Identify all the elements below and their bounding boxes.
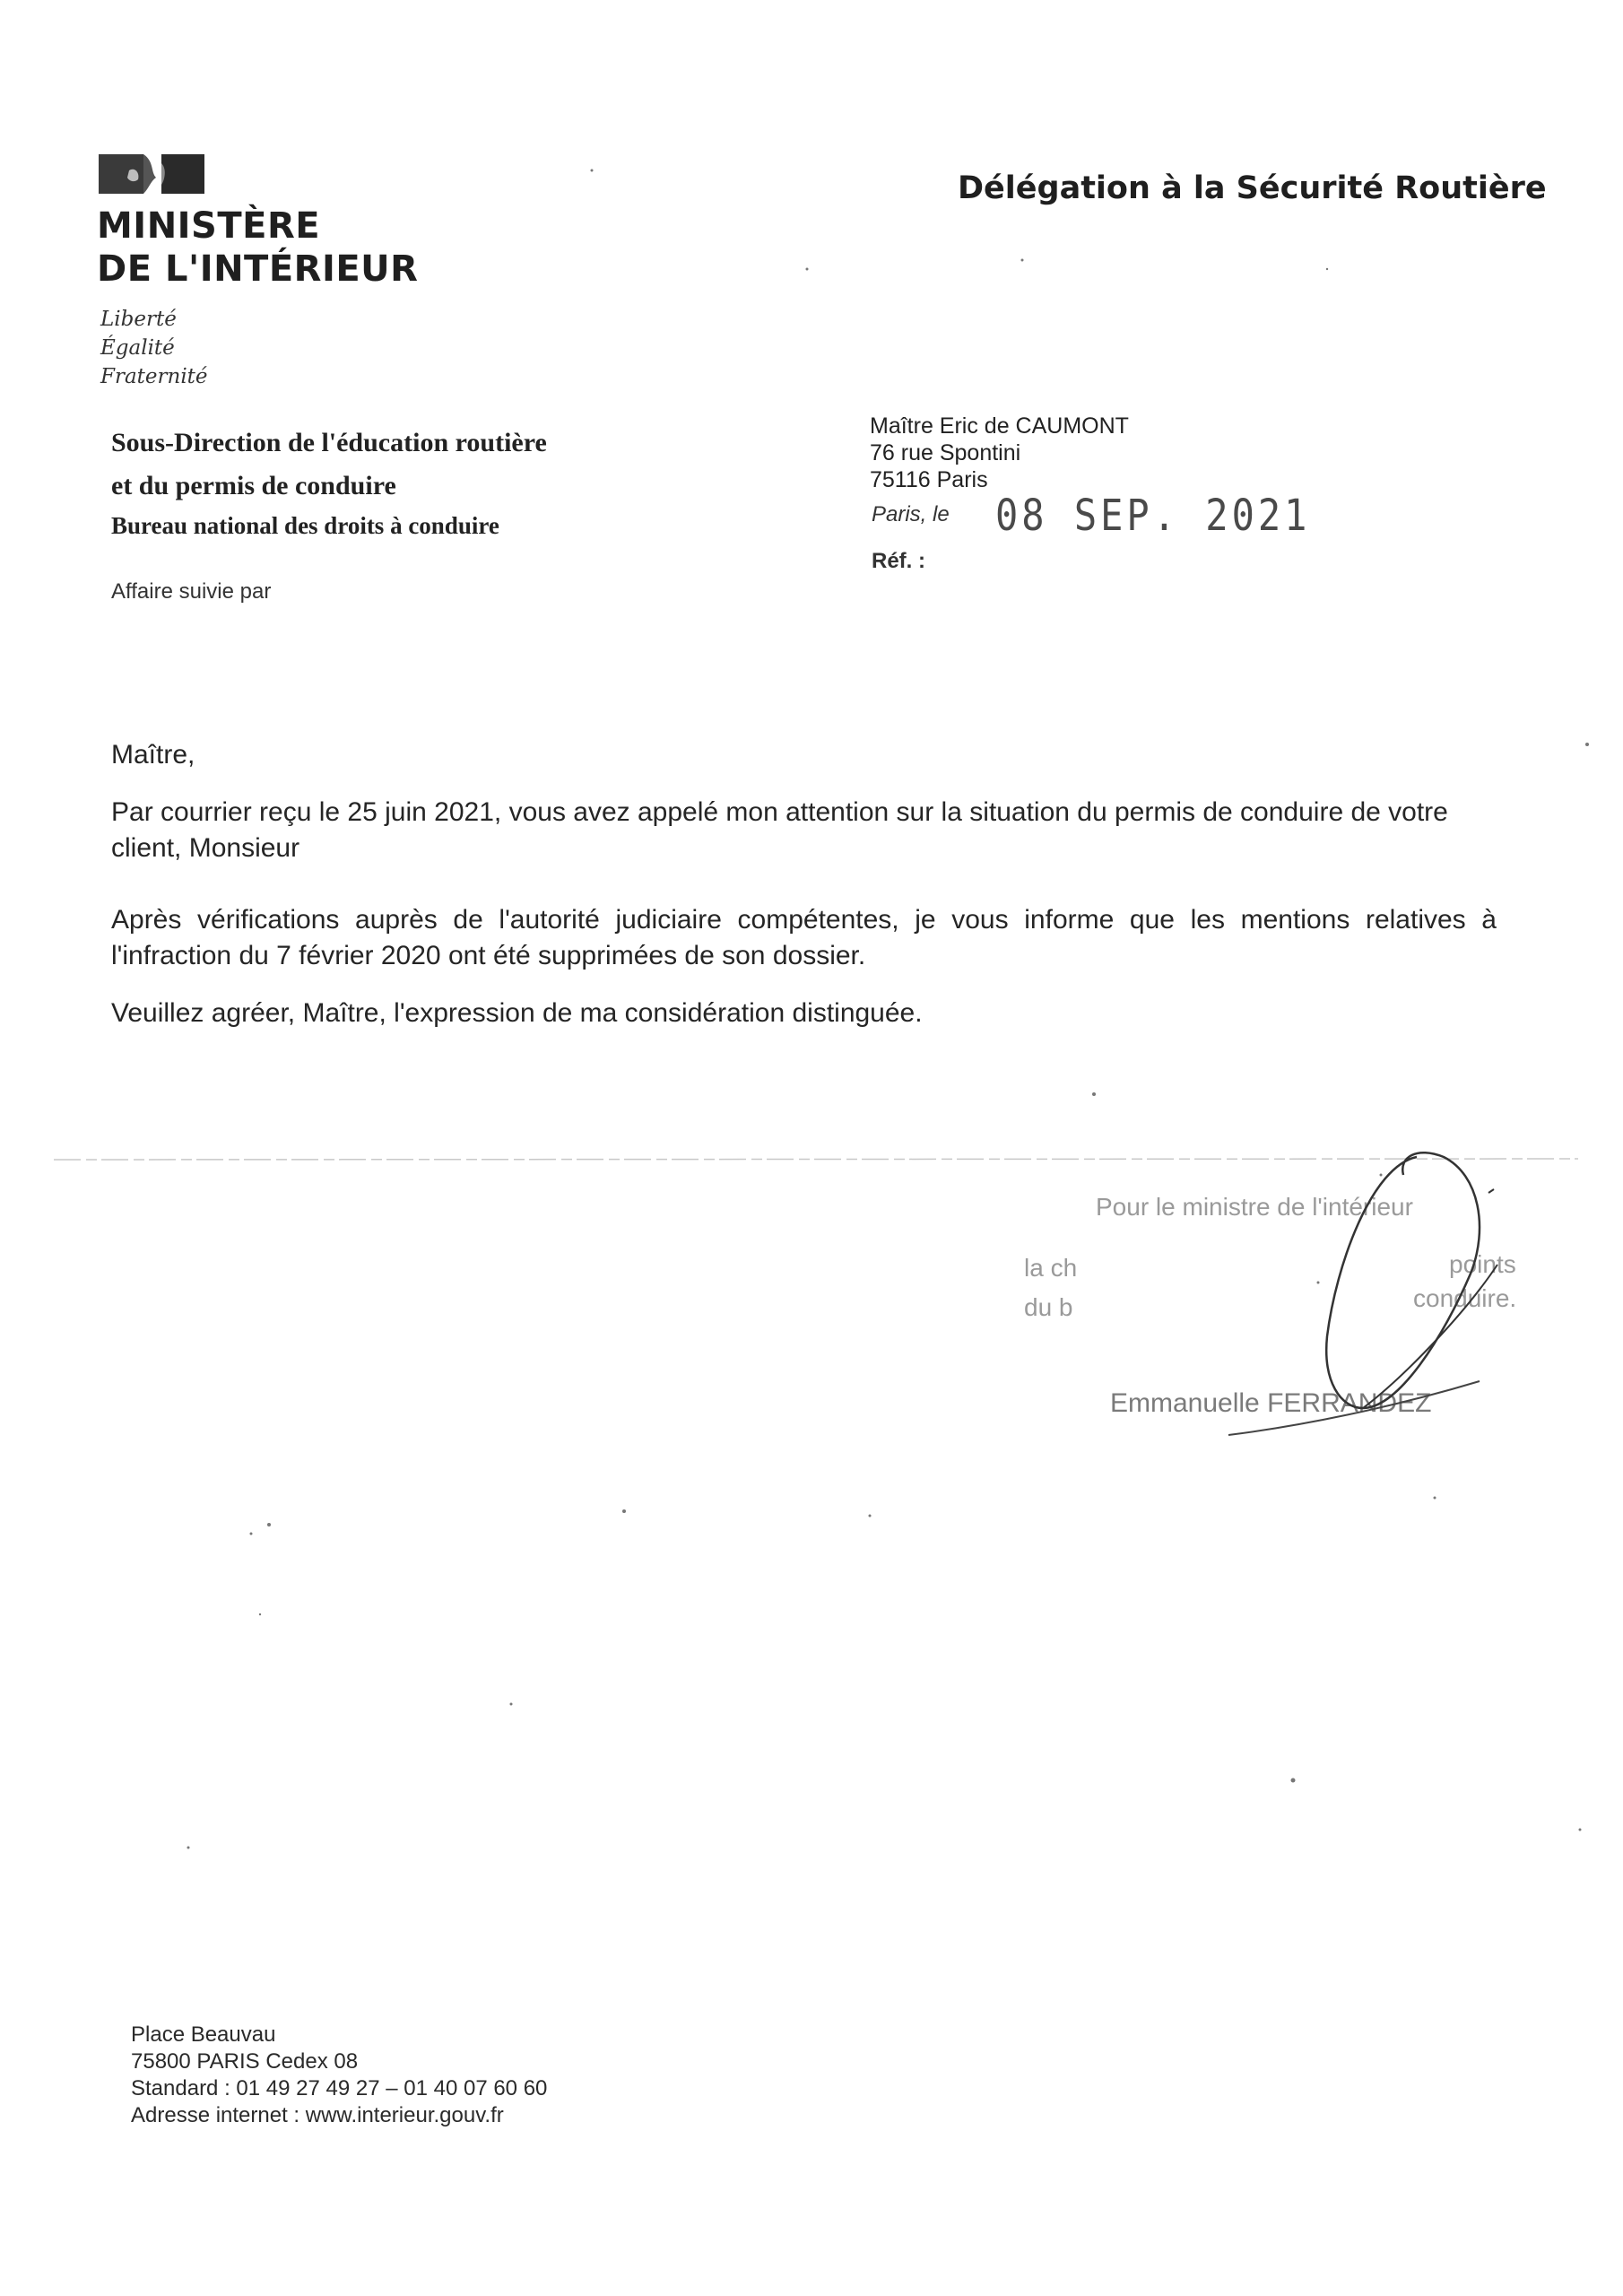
letter-closing: Veuillez agréer, Maître, l'expression de ma considération distinguée. <box>111 998 923 1028</box>
subdirection-line1: Sous-Direction de l'éducation routière <box>111 428 547 457</box>
motto-egalite: Égalité <box>100 336 175 360</box>
salutation: Maître, <box>111 740 195 770</box>
signatory-name: Emmanuelle FERRANDEZ <box>1110 1388 1432 1418</box>
signature-line-3a: du b <box>1024 1293 1073 1321</box>
recipient-name: Maître Eric de CAUMONT <box>870 413 1129 439</box>
marianne-logo <box>99 154 204 194</box>
handwritten-signature <box>1193 1139 1569 1444</box>
footer-line-4: Adresse internet : www.interieur.gouv.fr <box>131 2103 504 2127</box>
subdirection-line2: et du permis de conduire <box>111 471 396 500</box>
footer-line-3: Standard : 01 49 27 49 27 – 01 40 07 60 60 <box>131 2076 548 2100</box>
ministry-line2: DE L'INTÉRIEUR <box>97 248 419 290</box>
footer-address <box>131 2022 547 2129</box>
ministry-name <box>97 204 418 291</box>
signature-line-2a: la ch <box>1024 1254 1078 1282</box>
reference-label: Réf. : <box>872 549 925 573</box>
date-label-text: Paris, le <box>872 502 950 526</box>
ministry-line1: MINISTÈRE <box>97 205 321 247</box>
date-label <box>872 502 950 527</box>
footer-line-1: Place Beauvau <box>131 2022 276 2047</box>
republic-motto <box>100 305 208 391</box>
signature-line-1: Pour le ministre de l'intérieur <box>1096 1193 1413 1221</box>
signature-line-3b: conduire. <box>1413 1284 1517 1312</box>
footer-line-2: 75800 PARIS Cedex 08 <box>131 2049 359 2074</box>
letter-paragraph-2: Après vérifications auprès de l'autorité judiciaire compétentes, je vous informe que les mentions relatives à l'infraction du 7 février 2020 ont été supprimées de son dossier. <box>111 905 1497 970</box>
signature-line-2b: points <box>1449 1250 1516 1278</box>
recipient-address <box>870 413 1129 493</box>
motto-liberte: Liberté <box>100 308 177 331</box>
recipient-street: 76 rue Spontini <box>870 440 1021 465</box>
motto-fraternite: Fraternité <box>100 365 208 388</box>
date-stamp: 08 SEP. 2021 <box>995 490 1311 541</box>
sender-block <box>111 422 547 544</box>
bureau-name: Bureau national des droits à conduire <box>111 512 499 539</box>
case-handler-label: Affaire suivie par <box>111 579 272 604</box>
recipient-city: 75116 Paris <box>870 467 988 492</box>
letter-paragraph-1: Par courrier reçu le 25 juin 2021, vous avez appelé mon attention sur la situation du permis de conduire de votre client, Monsieur <box>111 797 1448 863</box>
delegation-title: Délégation à la Sécurité Routière <box>958 170 1547 206</box>
